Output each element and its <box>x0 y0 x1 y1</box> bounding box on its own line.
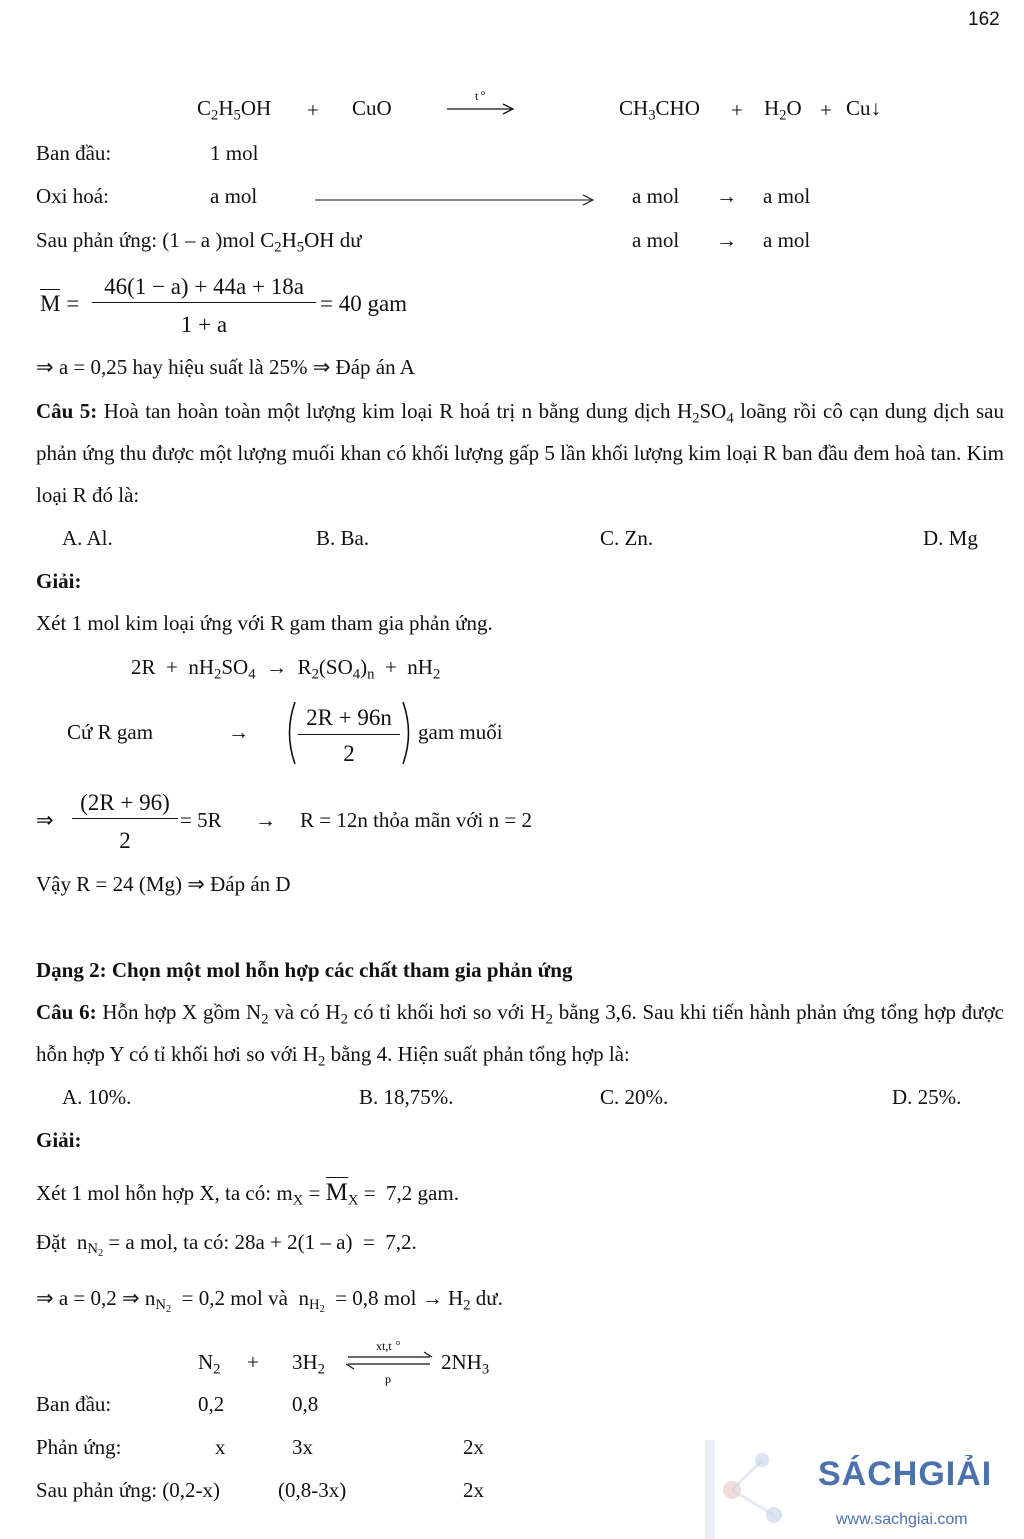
row-oxi-hoa-label: Oxi hoá: <box>36 184 109 208</box>
formula-cuo: CuO <box>352 96 392 120</box>
solution-line: ⇒ a = 0,2 ⇒ $n_{N_2} = 0,2$ mol và $n_{H_2} = 0,8$ mol → $H_2$ dư. <box>36 1286 503 1316</box>
plus-sign: + <box>307 98 319 122</box>
solution-line: Xét 1 mol kim loại ứng với R gam tham gia phản ứng. <box>36 611 493 635</box>
row-oxi-hoa-product1: a mol <box>632 184 680 208</box>
gam-muoi: gam muối <box>418 720 503 744</box>
svg-text:xt,t: xt,t <box>376 1339 392 1353</box>
page-number: 162 <box>968 9 1000 30</box>
question-6: Câu 6: Hỗn hợp X gồm $N_2$ và có $H_2$ có tỉ khối hơi so với $H_2$ bằng 3,6. Sau khi tiến hành phản ứng tổng hợp được hỗn hợp Y có tỉ khối hơi so với $H_2$ bằng 4. Hiện suất phản tổng hợp là: <box>36 1000 1004 1070</box>
option-c: C. Zn. <box>600 526 654 550</box>
fraction-line <box>92 302 316 303</box>
row-sau-phan-ung-nh3: 2x <box>463 1478 484 1502</box>
arrow-icon: → <box>255 808 276 832</box>
brand-url: www.sachgiai.com <box>836 1511 968 1528</box>
svg-text:p: p <box>385 1372 391 1386</box>
option-b: B. Ba. <box>316 526 370 550</box>
fraction-denominator: 1 + a <box>180 312 228 337</box>
row-ban-dau-n2: 0,2 <box>198 1392 225 1416</box>
down-arrow-icon: ↓ <box>870 96 882 120</box>
row-ban-dau-value: 1 mol <box>210 141 259 165</box>
solution-line: Đặt $n_{N_2} = a$ mol, ta có: 28a + 2(1 – a) = 7,2. <box>36 1230 417 1260</box>
option-a: A. Al. <box>62 526 113 550</box>
question-5: Câu 5: Hoà tan hoàn toàn một lượng kim loại R hoá trị n bằng dung dịch $H_2SO_4$ loãng rồi cô cạn dung dịch sau phản ứng thu được một lượng muối khan có khối lượng gấp 5 lần khối lượng kim loại R ban đầu đem hoà tan. Kim loại R đó là: <box>36 399 1005 507</box>
formula-h2o: $H_2O$ <box>764 96 802 124</box>
formula-ch3cho: $CH_3CHO$ <box>619 96 700 124</box>
formula-c2h5oh: $C_2H_5OH$ <box>197 96 272 124</box>
equation-metal-acid: $2R + nH_2SO_4 \to R_2(SO_4)_n + nH_2$ <box>131 655 441 683</box>
row-oxi-hoa-product2: a mol <box>763 184 811 208</box>
cu-r-gam: Cứ R gam <box>67 720 154 744</box>
fraction-numerator: 46(1 − a) + 44a + 18a <box>104 274 304 299</box>
formula-cu: Cu↓ <box>846 96 882 120</box>
option-b: B. 18,75%. <box>359 1085 454 1109</box>
long-arrow-icon <box>315 190 595 210</box>
implies-icon: ⇒ <box>36 808 54 832</box>
fraction-denominator: 2 <box>119 828 131 853</box>
equals-5r: = 5R <box>180 808 222 832</box>
arrow-icon: → <box>228 720 249 744</box>
conclusion-answer-d: Vậy R = 24 (Mg) ⇒ Đáp án D <box>36 872 291 896</box>
row-sau-phan-ung-product2: a mol <box>763 228 811 252</box>
formula-3h2: $3H_2$ <box>292 1350 326 1378</box>
row-sau-phan-ung-label: Sau phản ứng: (0,2-x) <box>36 1478 221 1502</box>
option-d: D. 25%. <box>892 1085 962 1109</box>
question-label: Câu 5: <box>36 399 98 423</box>
molecule-watermark-icon <box>692 1420 802 1539</box>
row-ban-dau-h2: 0,8 <box>292 1392 319 1416</box>
row-phan-ung-label: Phản ứng: <box>36 1435 122 1459</box>
row-sau-phan-ung-h2: (0,8-3x) <box>278 1478 347 1502</box>
plus-sign: + <box>731 98 743 122</box>
arrow-icon: → <box>716 228 737 252</box>
svg-text:t: t <box>475 89 479 103</box>
result-answer-a: ⇒ a = 0,25 hay hiệu suất là 25% ⇒ Đáp án A <box>36 355 415 379</box>
r-equals-12n: R = 12n thỏa mãn với n = 2 <box>300 808 532 832</box>
question-label: Câu 6: <box>36 1000 97 1024</box>
m-bar-symbol: M = <box>40 291 80 316</box>
fraction-numerator: (2R + 96) <box>80 790 170 815</box>
row-sau-phan-ung-label: Sau phản ứng: (1 – a )mol $C_2H_5OH$ dư <box>36 228 362 256</box>
solution-line: Xét 1 mol hỗn hợp X, ta có: $m_X = M_X = 7,2$ gam. <box>36 1179 459 1209</box>
row-phan-ung-nh3: 2x <box>463 1435 484 1459</box>
row-oxi-hoa-value: a mol <box>210 184 258 208</box>
arrow-icon: → <box>716 184 737 208</box>
option-c: C. 20%. <box>600 1085 669 1109</box>
svg-text:o: o <box>481 88 485 97</box>
reaction-arrow-icon <box>445 88 517 118</box>
fraction-line <box>298 734 400 735</box>
right-paren-icon <box>400 700 416 766</box>
row-sau-phan-ung-product1: a mol <box>632 228 680 252</box>
option-a: A. 10%. <box>62 1085 132 1109</box>
fraction-denominator: 2 <box>343 741 355 766</box>
svg-text:o: o <box>396 1338 400 1347</box>
formula-n2: $N_2$ <box>198 1350 221 1378</box>
brand-name: SÁCHGIẢI <box>818 1455 993 1493</box>
row-ban-dau-label: Ban đầu: <box>36 141 112 165</box>
plus-sign: + <box>247 1350 259 1374</box>
fraction-line <box>72 818 178 819</box>
fraction-numerator: 2R + 96n <box>306 705 392 730</box>
equilibrium-arrow-icon <box>344 1336 436 1388</box>
row-phan-ung-h2: 3x <box>292 1435 313 1459</box>
row-phan-ung-n2: x <box>215 1435 226 1459</box>
plus-sign: + <box>820 98 832 122</box>
solution-label: Giải: <box>36 1128 82 1152</box>
row-ban-dau-label: Ban đầu: <box>36 1392 112 1416</box>
section-title: Dạng 2: Chọn một mol hỗn hợp các chất tham gia phản ứng <box>36 958 573 982</box>
formula-2nh3: $2NH_3$ <box>441 1350 490 1378</box>
solution-label: Giải: <box>36 569 82 593</box>
option-d: D. Mg <box>923 526 978 550</box>
fraction-result: = 40 gam <box>320 291 408 316</box>
